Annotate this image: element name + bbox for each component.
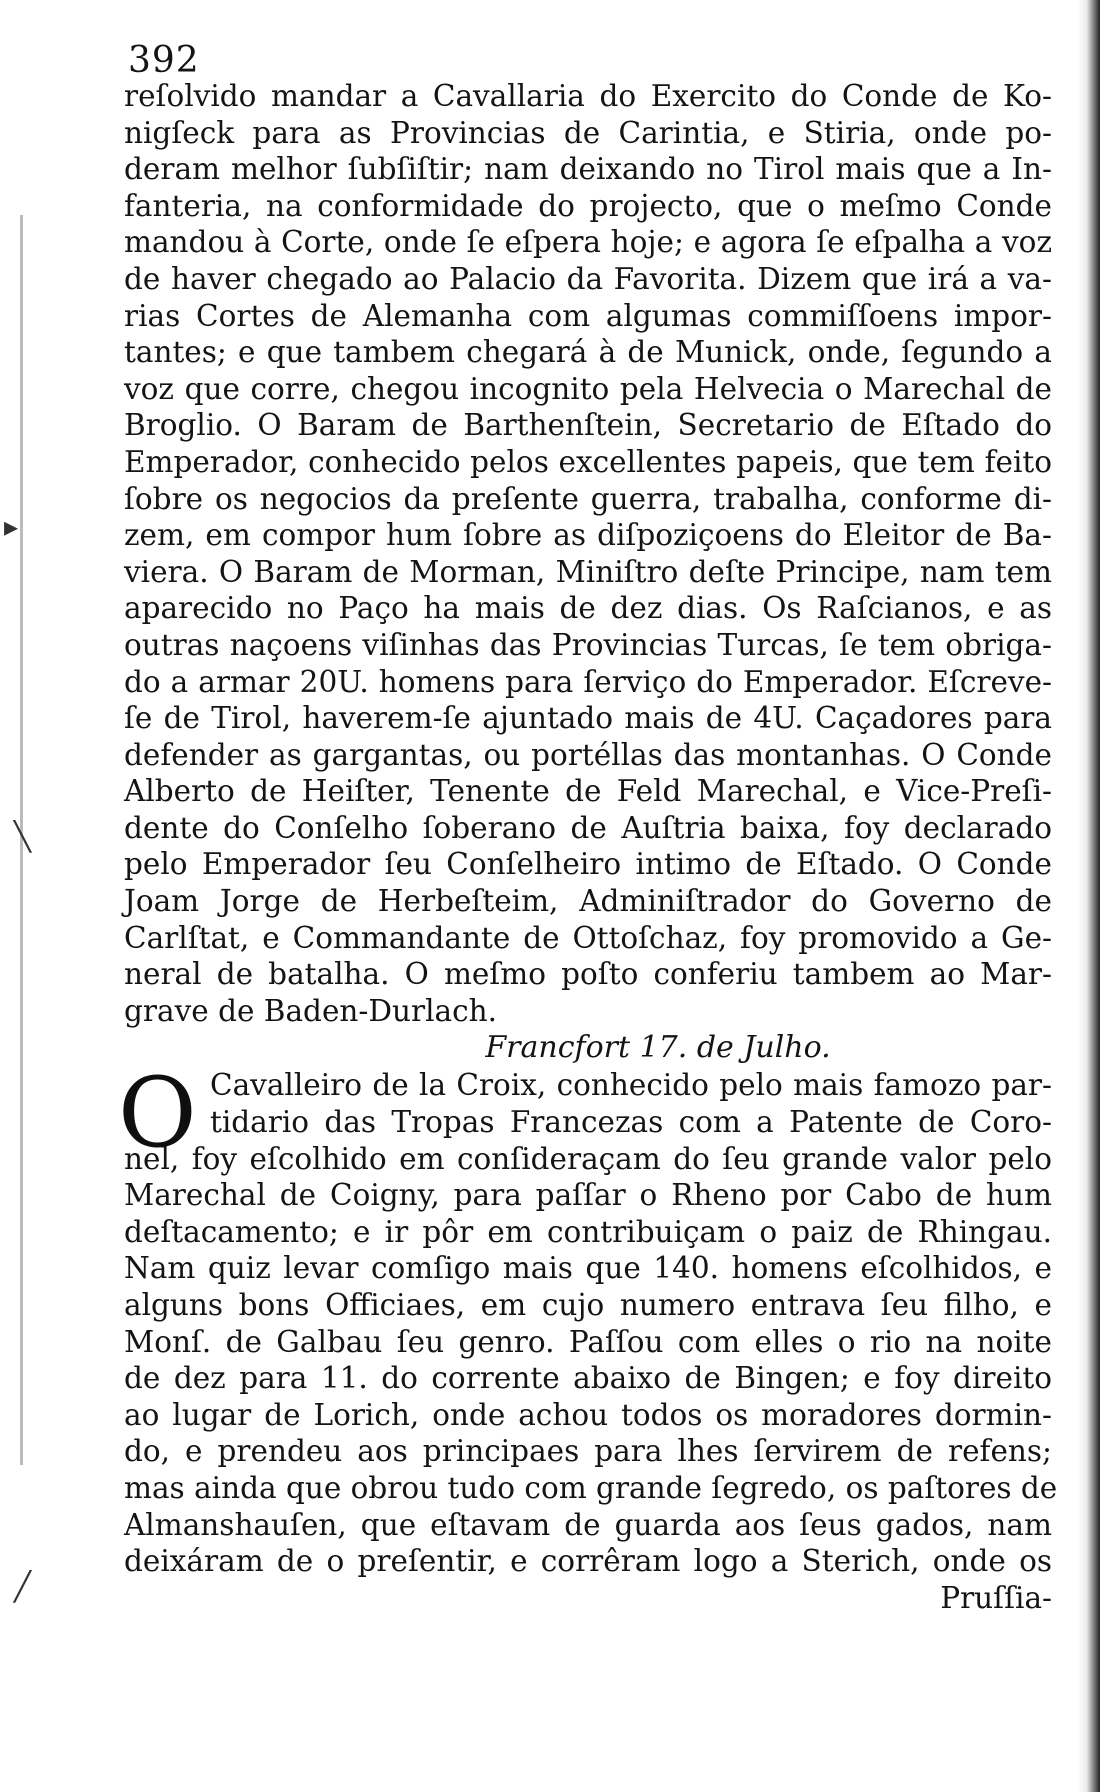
text-line: do a armar 20U. homens para ſerviço do Emperador. Eſcreve- — [124, 664, 1052, 699]
text-line: Nam quiz levar comſigo mais que 140. homens eſcolhidos, e — [124, 1251, 1052, 1286]
text-line: Marechal de Coigny, para paſſar o Rheno por Cabo de hum — [124, 1178, 1052, 1213]
text-line: neral de batalha. O meſmo poſto conferiu tambem ao Mar- — [124, 957, 1052, 992]
text-line: mandou à Corte, onde ſe eſpera hoje; e agora ſe eſpalha a voz — [124, 225, 1052, 260]
text-line: Emperador, conhecido pelos excellentes papeis, que tem feito — [124, 444, 1052, 479]
catchword: Pruſſia- — [940, 1580, 1052, 1615]
text-line: nigſeck para as Provincias de Carintia, e Stiria, onde po- — [124, 115, 1052, 150]
page-number: 392 — [128, 40, 200, 81]
text-line: outras naçoens viſinhas das Provincias Turcas, ſe tem obriga- — [124, 627, 1052, 662]
paragraph-lines — [124, 1141, 1058, 1580]
text-line: zem, em compor hum ſobre as diſpoziçoens do Eleitor de Ba- — [124, 518, 1052, 553]
text-line: viera. O Baram de Morman, Miniſtro deſte Principe, nam tem — [124, 554, 1052, 589]
text-line: defender as gargantas, ou portéllas das montanhas. O Conde — [124, 737, 1052, 772]
drop-cap-letter: O — [118, 1057, 197, 1170]
text-line: alguns bons Officiaes, em cujo numero entrava ſeu filho, e — [124, 1288, 1052, 1322]
text-line: Monſ. de Galbau ſeu genro. Paſſou com elles o rio na noite — [124, 1324, 1052, 1359]
text-line: nel, foy eſcolhido em conſideraçam do ſeu grande valor pelo — [124, 1141, 1052, 1176]
text-line: deſtacamento; e ir pôr em contribuiçam o paiz de Rhingau. — [124, 1214, 1052, 1249]
text-line: tidario das Tropas Francezas com a Patente de Coro- — [210, 1105, 1052, 1140]
text-line: dente do Conſelho ſoberano de Auſtria baixa, foy declarado — [124, 810, 1052, 845]
text-line: grave de Baden-Durlach. — [124, 993, 498, 1028]
page-edge-shadow — [1078, 0, 1100, 1792]
text-line: ao lugar de Lorich, onde achou todos os moradores dormin- — [124, 1397, 1052, 1432]
text-line: do, e prendeu aos principaes para lhes ſervirem de refens; — [124, 1434, 1052, 1469]
paragraph-frankfurt-news — [118, 1057, 1058, 1579]
text-line: ſe de Tirol, haverem-ſe ajuntado mais de 4U. Caçadores para — [124, 701, 1052, 736]
text-line: Broglio. O Baram de Barthenſtein, Secretario de Eſtado do — [124, 408, 1052, 443]
margin-ink-mark: ╱ — [14, 1570, 31, 1603]
text-line: ſobre os negocios da preſente guerra, trabalha, conforme di- — [124, 481, 1052, 516]
text-line: de dez para 11. do corrente abaixo de Bingen; e foy direito — [124, 1361, 1052, 1396]
text-line: Alberto de Heiſter, Tenente de Feld Marechal, e Vice-Preſi- — [124, 774, 1052, 809]
text-line: Cavalleiro de la Croix, conhecido pelo mais famozo par- — [210, 1068, 1052, 1103]
body-text — [118, 78, 1058, 1616]
margin-ink-mark: ▸ — [4, 510, 19, 543]
text-line: tantes; e que tambem chegará à de Munick, onde, ſegundo a — [124, 335, 1052, 370]
text-line: Almanshauſen, que eſtavam de guarda aos ſeus gados, nam — [124, 1507, 1052, 1542]
text-line: aparecido no Paço ha mais de dez dias. Os Raſcianos, e as — [124, 591, 1052, 626]
drop-cap-lines — [124, 1067, 1052, 1140]
text-line: mas ainda que obrou tudo com grande ſegredo, os paſtores de — [124, 1470, 1058, 1505]
text-line: deram melhor ſubſiſtir; nam deixando no Tirol mais que a In- — [124, 152, 1052, 187]
text-line: de haver chegado ao Palacio da Favorita. Dizem que irá a va- — [124, 261, 1052, 296]
text-line: reſolvido mandar a Cavallaria do Exercito do Conde de Ko- — [124, 79, 1052, 113]
text-line: deixáram de o preſentir, e corrêram logo a Sterich, onde os — [124, 1544, 1052, 1579]
text-line: fanteria, na conformidade do projecto, que o meſmo Conde — [124, 188, 1052, 223]
paragraph-vienna-news — [124, 78, 1052, 1029]
dateline-heading: Francfort 17. de Julho. — [485, 1030, 831, 1066]
text-line: rias Cortes de Alemanha com algumas commiſſoens impor- — [124, 298, 1052, 333]
text-line: Carlſtat, e Commandante de Ottoſchaz, foy promovido a Ge- — [124, 920, 1052, 955]
text-line: Joam Jorge de Herbeſteim, Adminiſtrador do Governo de — [124, 884, 1052, 919]
margin-ink-mark: ╲ — [14, 820, 31, 853]
text-line: pelo Emperador ſeu Conſelheiro intimo de Eſtado. O Conde — [124, 847, 1052, 882]
text-line: voz que corre, chegou incognito pela Helvecia o Marechal de — [124, 371, 1052, 406]
